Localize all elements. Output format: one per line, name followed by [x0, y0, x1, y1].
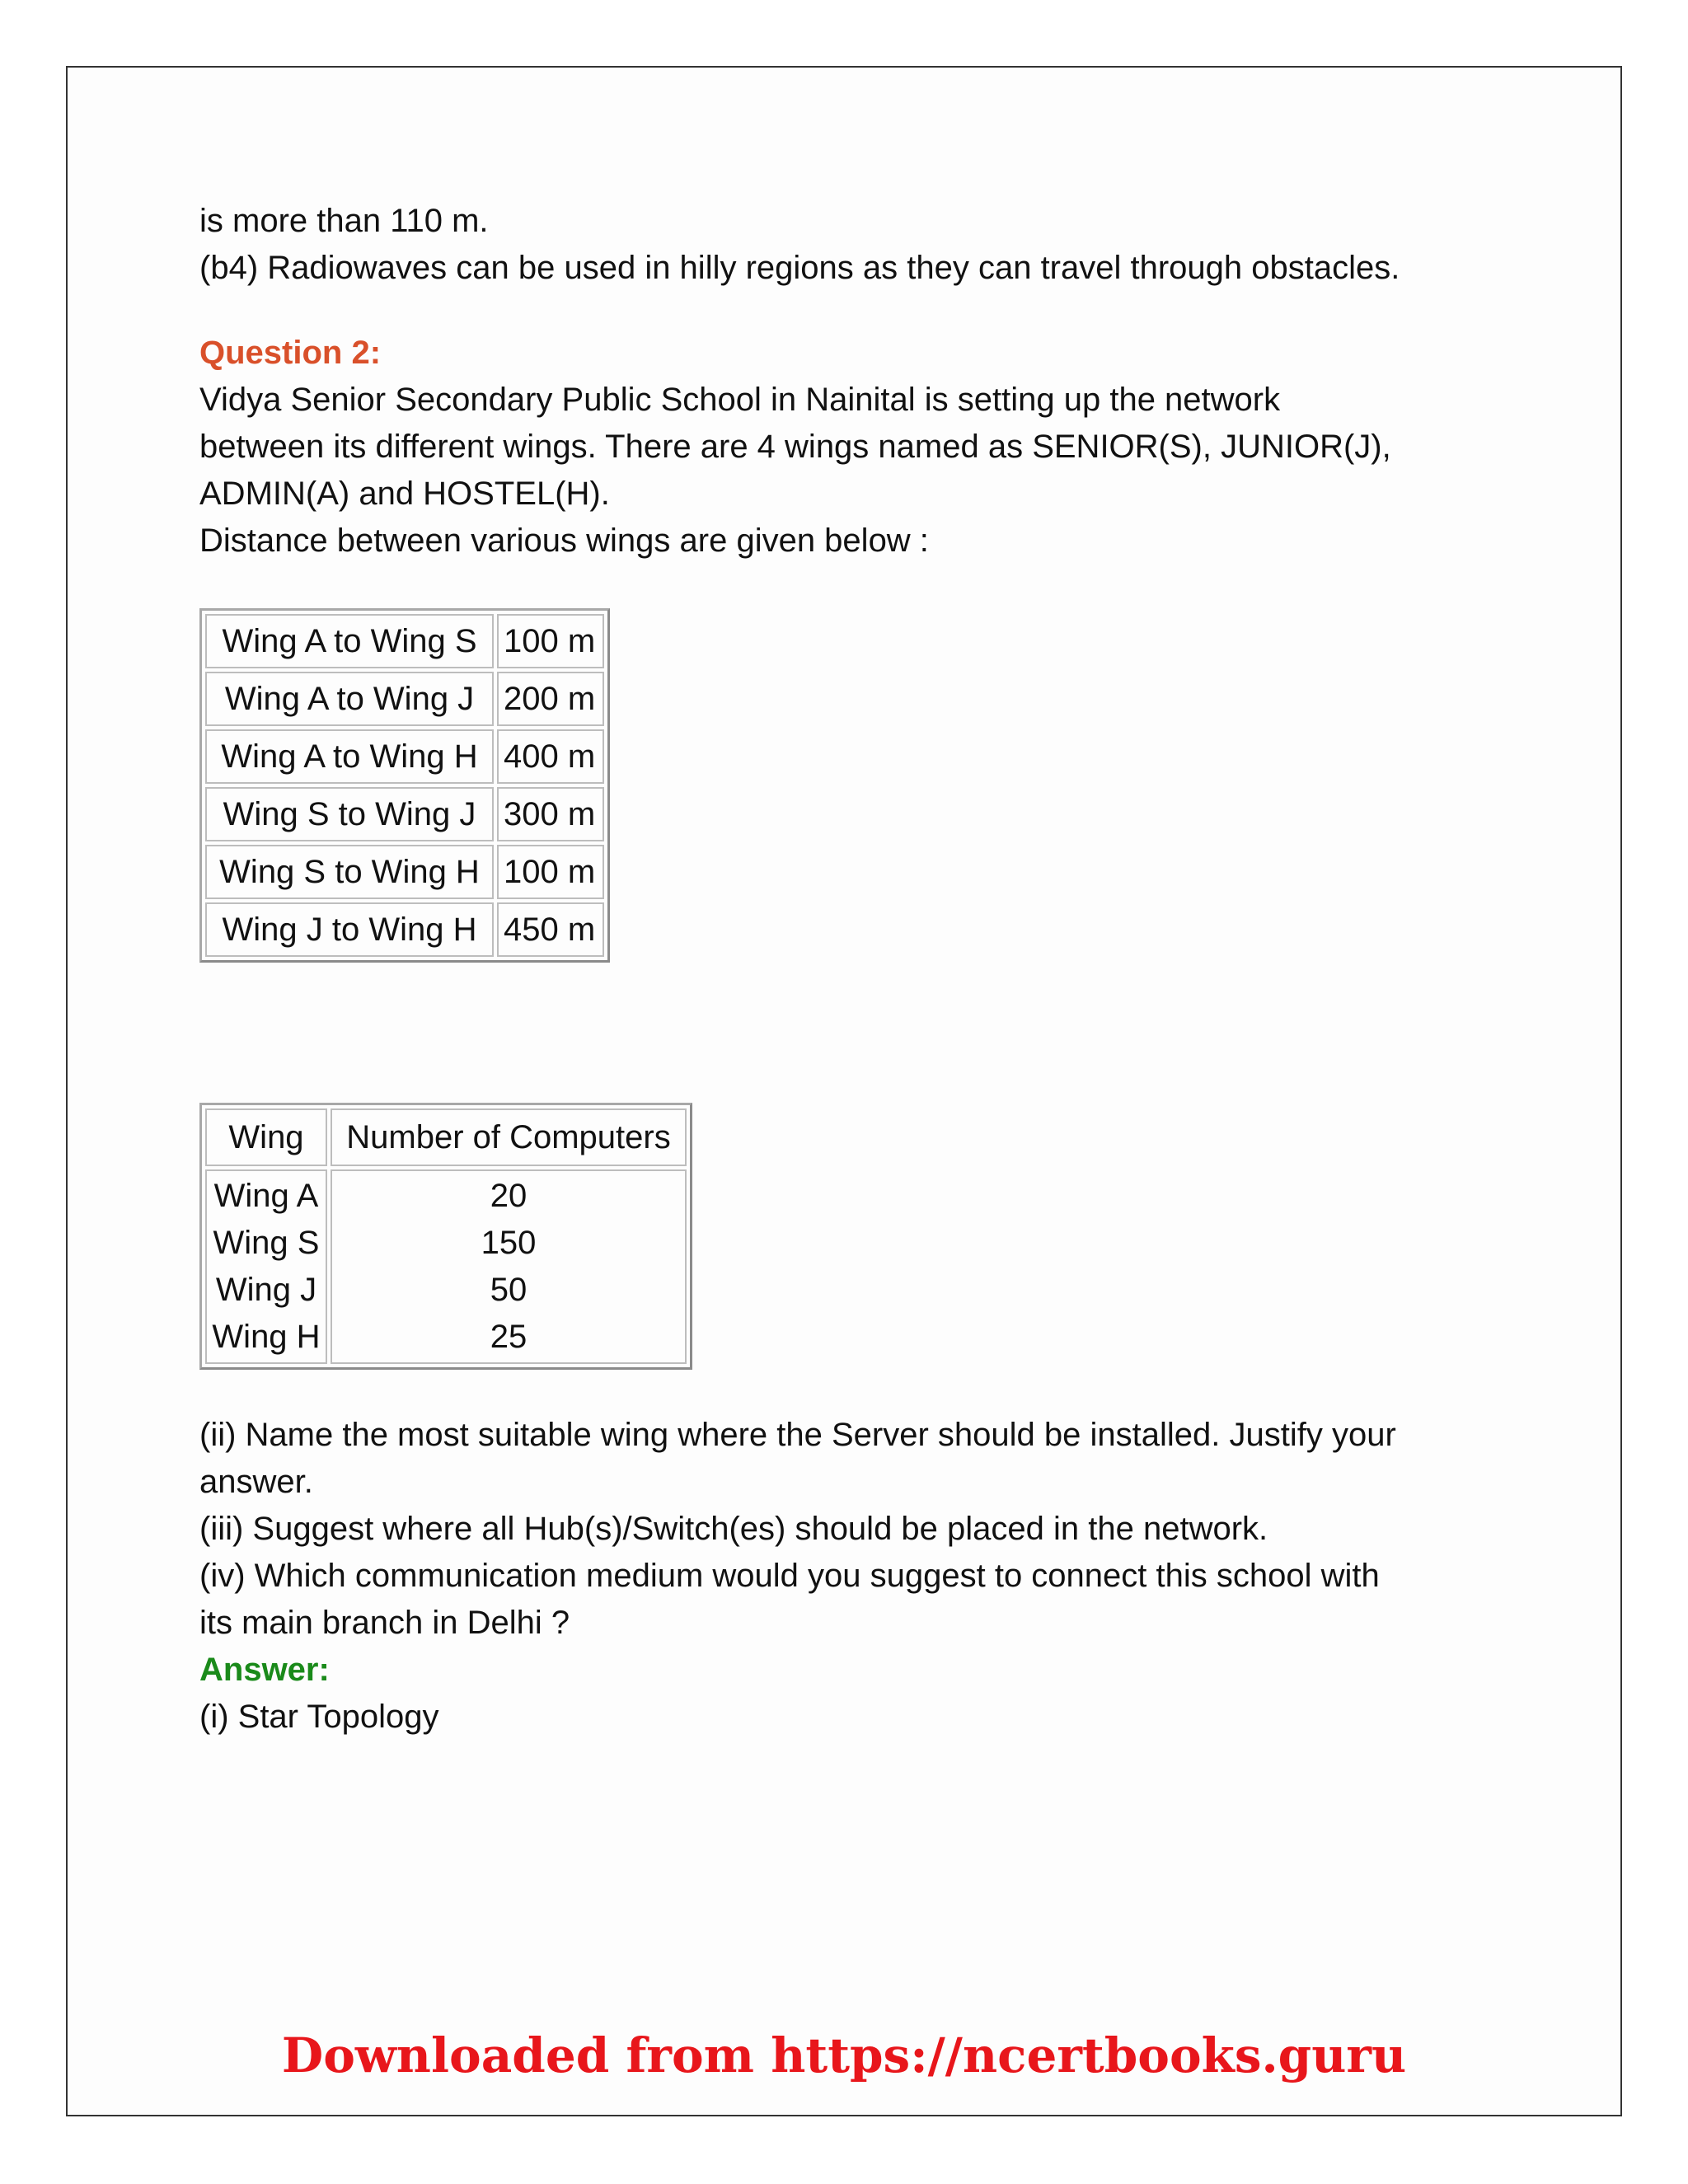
column-header-wing: Wing — [205, 1108, 327, 1166]
text-line: is more than 110 m. — [199, 203, 489, 239]
distance-cell: 300 m — [497, 787, 604, 841]
table-row — [205, 729, 604, 784]
wing-pair-cell: Wing A to Wing H — [205, 729, 494, 784]
table-row — [205, 672, 604, 726]
table-row — [205, 845, 604, 899]
wing-pair-cell: Wing A to Wing J — [205, 672, 494, 726]
computer-count: 50 — [490, 1272, 528, 1308]
wing-name: Wing A — [213, 1178, 319, 1214]
wing-pair-cell: Wing S to Wing H — [205, 845, 494, 899]
table-row — [205, 1169, 687, 1364]
answer-line: (i) Star Topology — [199, 1699, 439, 1735]
answer-heading: Answer: — [199, 1652, 330, 1688]
wing-names-cell — [205, 1169, 327, 1364]
sub-question-line: (ii) Name the most suitable wing where the Server should be installed. Justify your — [199, 1417, 1396, 1453]
text-line: (b4) Radiowaves can be used in hilly regions as they can travel through obstacles. — [199, 250, 1400, 286]
question-line: between its different wings. There are 4 wings named as SENIOR(S), JUNIOR(J), — [199, 429, 1391, 465]
table-row — [205, 614, 604, 668]
computer-count: 25 — [490, 1319, 528, 1355]
computer-counts-cell — [331, 1169, 687, 1364]
wing-pair-cell: Wing J to Wing H — [205, 902, 494, 957]
distance-cell: 450 m — [497, 902, 604, 957]
sub-question-line: its main branch in Delhi ? — [199, 1605, 570, 1641]
document-body — [199, 198, 1502, 565]
sub-question-line: answer. — [199, 1464, 313, 1500]
sub-question-line: (iii) Suggest where all Hub(s)/Switch(es) should be placed in the network. — [199, 1511, 1268, 1547]
computer-count: 150 — [481, 1225, 537, 1261]
table-header-row — [205, 1108, 687, 1166]
table-row — [205, 902, 604, 957]
sub-question-line: (iv) Which communication medium would you suggest to connect this school with — [199, 1558, 1380, 1594]
download-source-footer: Downloaded from https://ncertbooks.guru — [281, 2027, 1407, 2083]
question-heading: Question 2: — [199, 335, 382, 371]
distance-cell: 400 m — [497, 729, 604, 784]
wing-pair-cell: Wing S to Wing J — [205, 787, 494, 841]
computers-table — [199, 1103, 692, 1370]
distance-table — [199, 608, 610, 963]
distance-cell: 200 m — [497, 672, 604, 726]
distance-cell: 100 m — [497, 845, 604, 899]
question-line: ADMIN(A) and HOSTEL(H). — [199, 476, 610, 512]
question-line: Vidya Senior Secondary Public School in Nainital is setting up the network — [199, 382, 1281, 418]
wing-name: Wing S — [213, 1225, 320, 1261]
wing-name: Wing H — [212, 1319, 321, 1355]
wing-name: Wing J — [215, 1272, 317, 1308]
computer-count: 20 — [490, 1178, 528, 1214]
column-header-computers: Number of Computers — [331, 1108, 687, 1166]
question-line: Distance between various wings are given below : — [199, 523, 929, 559]
sub-questions-block — [199, 1412, 1502, 1741]
table-row — [205, 787, 604, 841]
distance-cell: 100 m — [497, 614, 604, 668]
wing-pair-cell: Wing A to Wing S — [205, 614, 494, 668]
